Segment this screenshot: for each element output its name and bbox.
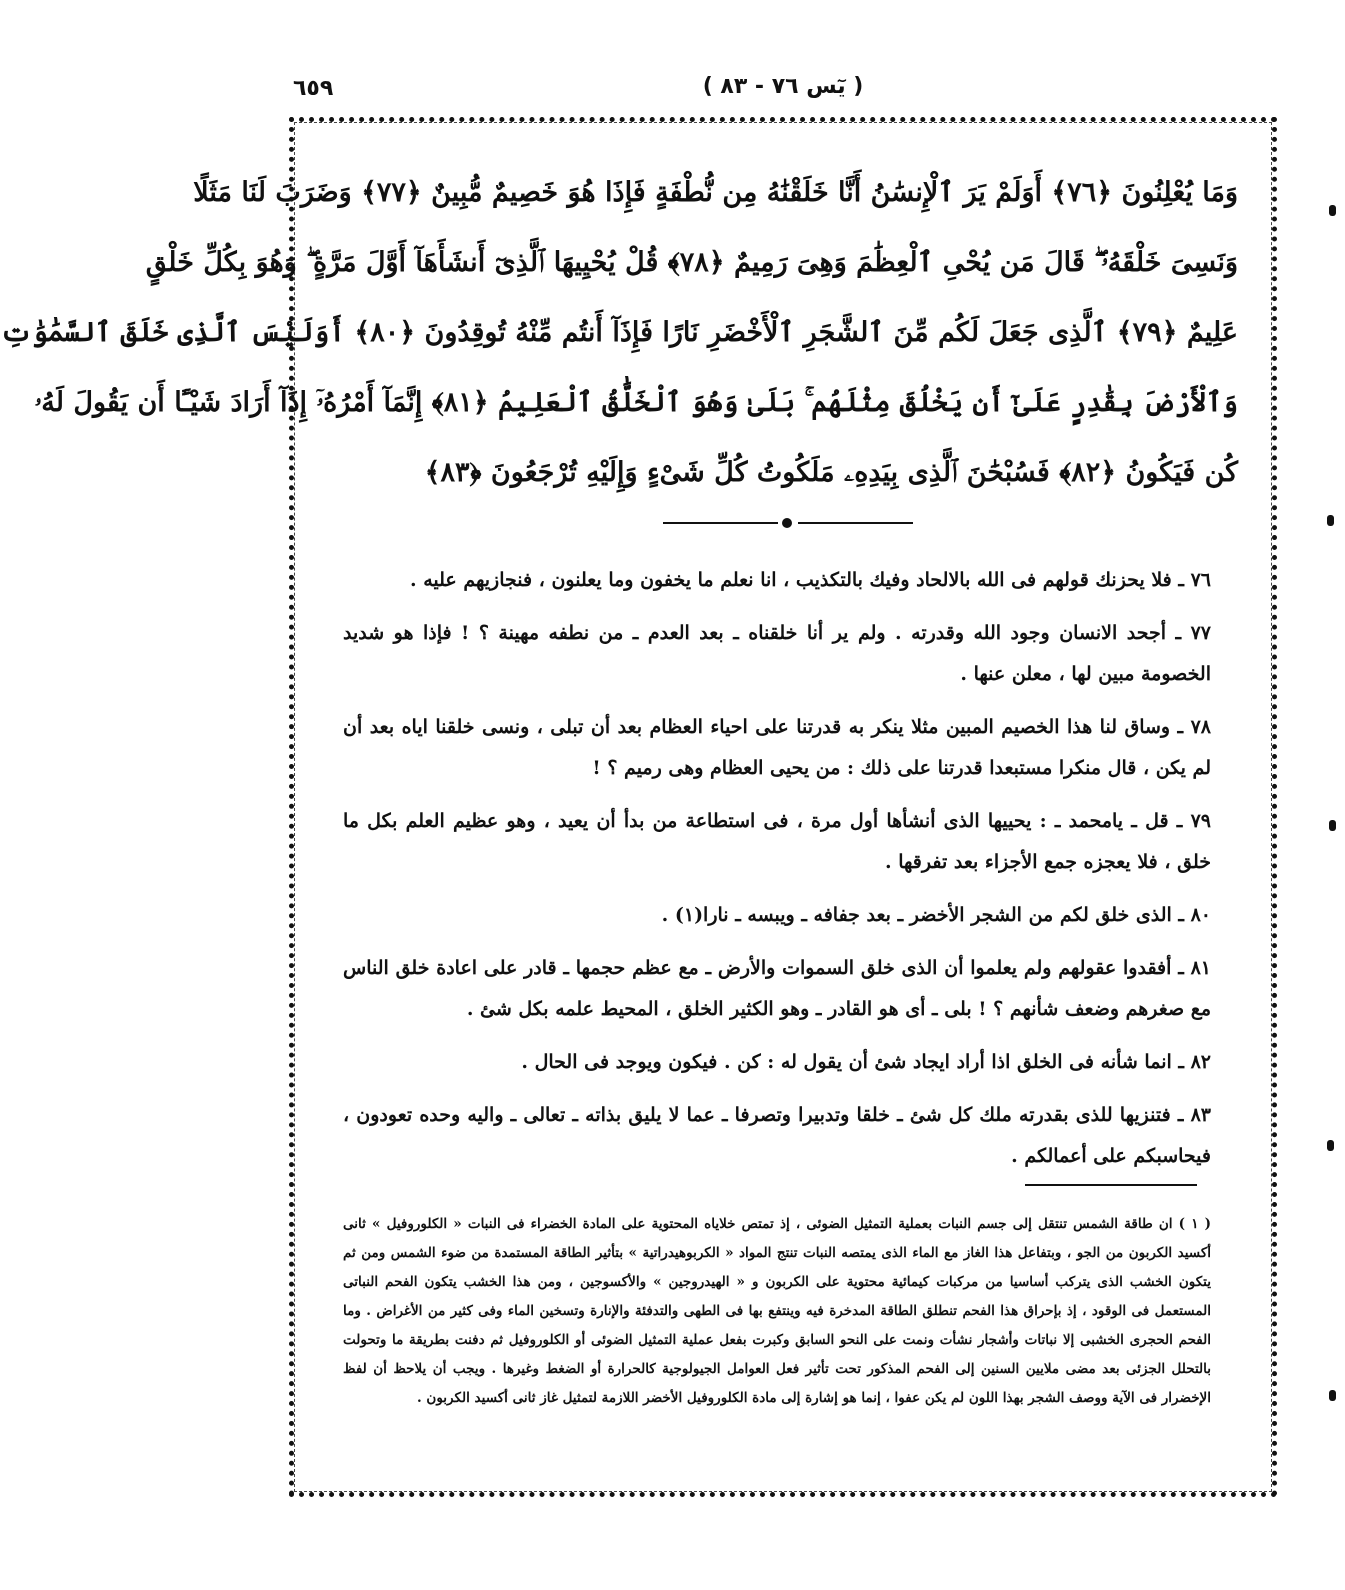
verse-line: وَمَا يُعْلِنُونَ ﴿٧٦﴾ أَوَلَمْ يَرَ ٱلْإِنسَٰنُ أَنَّا خَلَقْنَٰهُ مِن نُّطْفَةٍ فَإِذَا هُوَ خَصِيمٌ مُّبِينٌ ﴿٧٧﴾ وَضَرَبَ لَنَا مَثَلًا bbox=[193, 177, 1238, 208]
commentary-paragraph: ٧٩ ـ قل ـ يامحمد ـ : يحييها الذى أنشأها أول مرة ، فى استطاعة من بدأ أن يعيد ، وهو عظيم العلم بكل ما خلق ، فلا يعجزه جمع الأجزاء بعد تفرقها . bbox=[343, 810, 1211, 873]
margin-mark bbox=[1327, 515, 1334, 526]
commentary bbox=[343, 560, 1211, 1189]
commentary-paragraph: ٨٢ ـ انما شأنه فى الخلق اذا أراد ايجاد شئ أن يقول له : كن . فيكون ويوجد فى الحال . bbox=[521, 1051, 1211, 1073]
margin-mark bbox=[1329, 205, 1336, 216]
commentary-paragraph: ٨٠ ـ الذى خلق لكم من الشجر الأخضر ـ بعد جفافه ـ ويبسه ـ نارا(١) . bbox=[661, 904, 1211, 926]
verse-line: عَلِيمٌ ﴿٧٩﴾ ٱلَّذِى جَعَلَ لَكُم مِّنَ ٱلشَّجَرِ ٱلْأَخْضَرِ نَارًا فَإِذَآ أَنتُم مِّنْهُ تُوقِدُونَ ﴿٨٠﴾ أَوَلَيْسَ ٱلَّذِى خَلَقَ ٱلسَّمَٰوَٰتِ bbox=[0, 317, 1238, 348]
footnote-rule bbox=[1025, 1184, 1197, 1186]
verse-line: وَنَسِىَ خَلْقَهُۥ ۖ قَالَ مَن يُحْىِ ٱلْعِظَٰمَ وَهِىَ رَمِيمٌ ﴿٧٨﴾ قُلْ يُحْيِيهَا ٱلَّذِىٓ أَنشَأَهَآ أَوَّلَ مَرَّةٍ ۖ وَهُوَ بِكُلِّ خَلْقٍ bbox=[145, 247, 1238, 278]
separator-bar bbox=[663, 522, 778, 524]
footnote: ( ١ ) ان طاقة الشمس تنتقل إلى جسم النبات بعملية التمثيل الضوئى ، إذ تمتص خلاياه المحتوية على المادة الخضراء فى النبات « الكلوروفيل » ثانى أكسيد الكربون من الجو ، وبتفاعل هذا الغاز مع الماء الذى يمتصه النبات تنتج المواد « الكربوهيدراتية » بتأثير الطاقة المستمدة من ضوء الشمس ومن ثم يتكون الخشب الذى يتركب أساسيا من مركبات كيمائية محتوية على الكربون و « الهيدروجين » والأكسوجين ، ومن هذا الخشب يتكون الفحم النباتى المستعمل فى الوقود ، إذ بإحراق هذا الفحم تنطلق الطاقة المدخرة فيه وينتفع بها فى الطهى والتدفئة والإنارة وتسخين الماء وفى كثير من الأغراض . وما الفحم الحجرى الخشبى إلا نباتات وأشجار نشأت ونمت على النحو السابق وكبرت بفعل عملية التمثيل الضوئى أو الكلوروفيل ثم دفنت بطريقة ما وتحولت بالتحلل الجزئى بعد مضى ملايين السنين إلى الفحم المذكور تحت تأثير فعل العوامل الجيولوجية كالحرارة أو الضغط وغيرها . ويجب أن يلاحظ أن لفظ الإخضرار فى الآية ووصف الشجر بهذا اللون لم يكن عفوا ، إنما هو إشارة إلى مادة الكلوروفيل الأخضر اللازمة لتمثيل غاز ثانى أكسيد الكربون . bbox=[343, 1216, 1211, 1406]
separator-bar bbox=[798, 522, 913, 524]
ornamental-separator bbox=[663, 520, 913, 526]
quran-verses bbox=[0, 160, 1238, 510]
margin-mark bbox=[1329, 1390, 1336, 1401]
commentary-paragraph: ٧٦ ـ فلا يحزنك قولهم فى الله بالالحاد وفيك بالتكذيب ، انا نعلم ما يخفون وما يعلنون ، فنجازيهم عليه . bbox=[409, 569, 1211, 591]
running-head: ( يٓس ٧٦ - ٨٣ ) bbox=[702, 74, 864, 99]
margin-mark bbox=[1329, 820, 1336, 831]
verse-line: كُن فَيَكُونُ ﴿٨٢﴾ فَسُبْحَٰنَ ٱلَّذِى بِيَدِهِۦ مَلَكُوتُ كُلِّ شَىْءٍ وَإِلَيْهِ تُرْجَعُونَ ﴿٨٣﴾ bbox=[424, 457, 1238, 488]
commentary-paragraph: ٧٨ ـ وساق لنا هذا الخصيم المبين مثلا ينكر به قدرتنا على احياء العظام بعد أن تبلى ، ونسى خلقنا اياه بعد أن لم يكن ، قال منكرا مستبعدا قدرتنا على ذلك : من يحيى العظام وهى رميم ؟ ! bbox=[343, 716, 1211, 779]
verse-line: وَٱلْأَرْضَ بِقَٰدِرٍ عَلَىٰٓ أَن يَخْلُقَ مِثْلَهُم ۚ بَلَىٰ وَهُوَ ٱلْخَلَّٰقُ ٱلْعَلِيمُ ﴿٨١﴾ إِنَّمَآ أَمْرُهُۥٓ إِذَآ أَرَادَ شَيْـًٔا أَن يَقُولَ لَهُۥ bbox=[34, 387, 1238, 418]
separator-dot bbox=[782, 518, 792, 528]
margin-mark bbox=[1327, 1140, 1334, 1151]
commentary-paragraph: ٨١ ـ أفقدوا عقولهم ولم يعلموا أن الذى خلق السموات والأرض ـ مع عظم حجمها ـ قادر على اعادة خلق الناس مع صغرهم وضعف شأنهم ؟ ! بلى ـ أى هو القادر ـ وهو الكثير الخلق ، المحيط علمه بكل شئ . bbox=[343, 957, 1211, 1020]
page-number: ٦٥٩ bbox=[293, 76, 334, 101]
commentary-paragraph: ٧٧ ـ أجحد الانسان وجود الله وقدرته . ولم ير أنا خلقناه ـ بعد العدم ـ من نطفه مهينة ؟ ! فإذا هو شديد الخصومة مبين لها ، معلن عنها . bbox=[343, 622, 1211, 685]
commentary-paragraph: ٨٣ ـ فتنزيها للذى بقدرته ملك كل شئ ـ خلقا وتدبيرا وتصرفا ـ عما لا يليق بذاته ـ تعالى ـ واليه وحده تعودون ، فيحاسبكم على أعمالكم . bbox=[343, 1104, 1211, 1167]
